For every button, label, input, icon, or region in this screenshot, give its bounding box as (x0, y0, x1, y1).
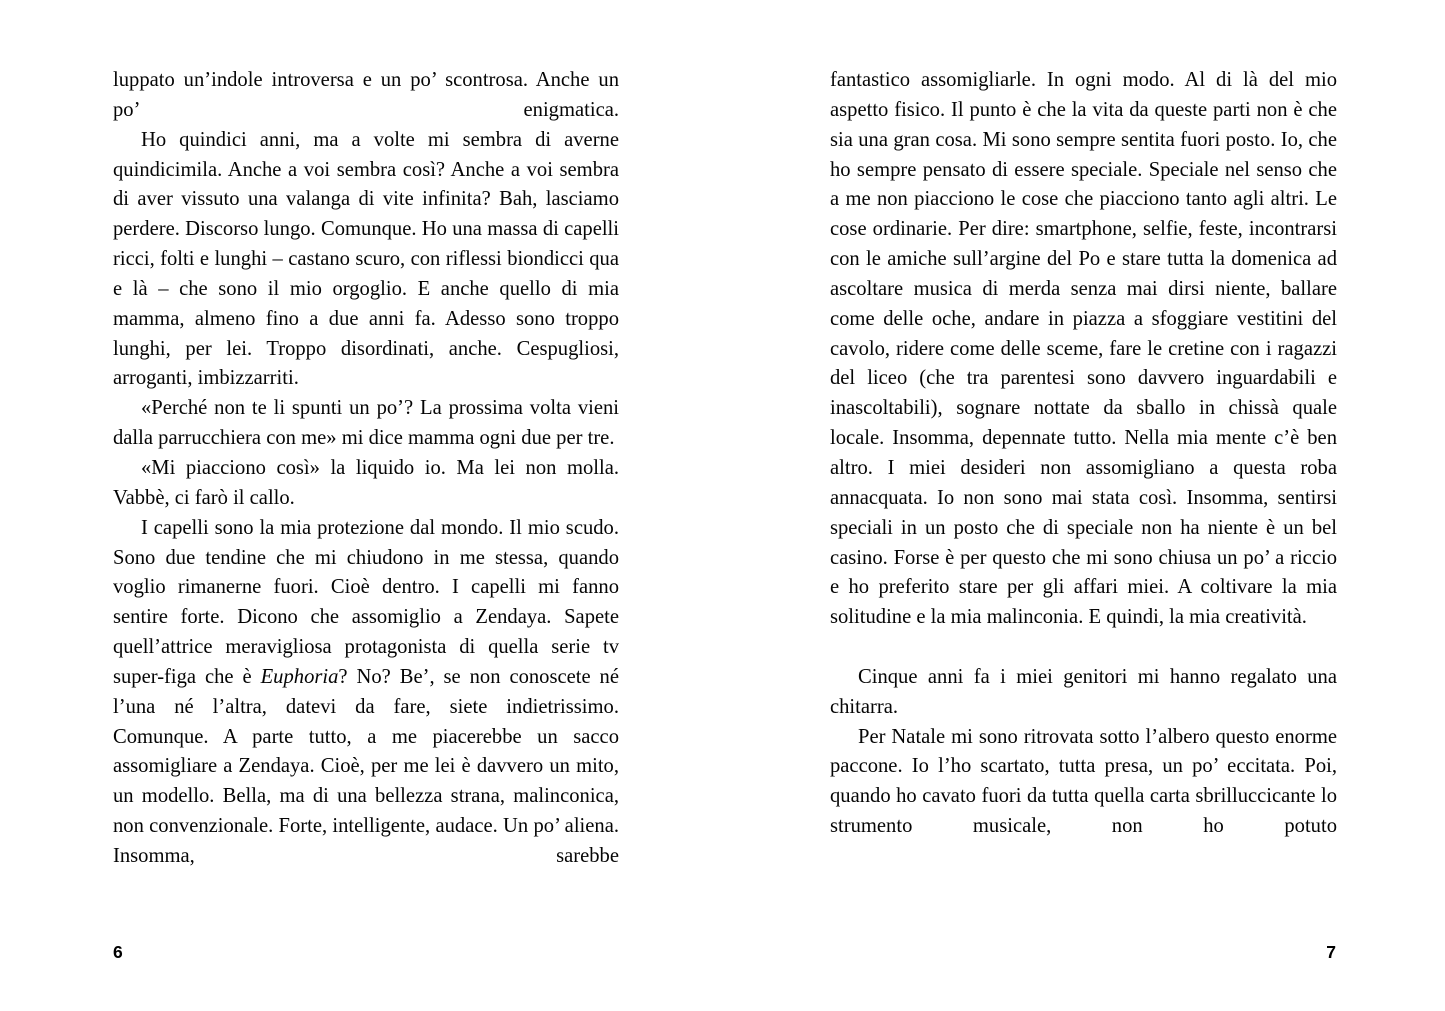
left-page-textblock (113, 66, 619, 872)
paragraph: «Perché non te li spunti un po’? La prossima volta vieni dalla parrucchiera con me» mi dice mamma ogni due per tre. (113, 397, 619, 450)
paragraph-text-segment: ? No? Be’, se non conoscete né l’una né l’altra, datevi da fare, siete indietrissimo. Comunque. A parte tutto, a me piacerebbe un sacco assomigliare a Zendaya. Cioè, per me lei è davvero un mito, un modello. Bella, ma di una bellezza strana, malinconica, non convenzionale. Forte, intelligente, audace. Un po’ aliena. Insomma, sarebbe (113, 665, 619, 867)
paragraph: fantastico assomigliarle. In ogni modo. Al di là del mio aspetto fisico. Il punto è che la vita da queste parti non è che sia una gran cosa. Mi sono sempre sentita fuori posto. Io, che ho sempre pensato di essere speciale. Speciale nel senso che a me non piacciono le cose che piacciono tanto agli altri. Le cose ordinarie. Per dire: smartphone, selfie, feste, incontrarsi con le amiche sull’argine del Po e stare tutta la domenica ad ascoltare musica di merda senza mai dirsi niente, ballare come delle oche, andare in piazza a sfoggiare vestitini del cavolo, ridere come delle sceme, fare le cretine con i ragazzi del liceo (che tra parentesi sono davvero inguardabili e inascoltabili), sognare nottate da sballo in chissà quale locale. Insomma, depennate tutto. Nella mia mente c’è ben altro. I miei desideri non assomigliano a questa roba annacquata. Io non sono mai stata così. Insomma, sentirsi speciali in un posto che di speciale non ha niente è un bel casino. Forse è per questo che mi sono chiusa un po’ a riccio e ho preferito stare per gli affari miei. A coltivare la mia solitudine e la mia malinconia. E quindi, la mia creatività. (830, 69, 1337, 629)
paragraph (113, 514, 619, 872)
section-break (830, 633, 1337, 663)
paragraph: luppato un’indole introversa e un po’ scontrosa. Anche un po’ enigmatica. (113, 69, 619, 121)
right-page (723, 0, 1445, 1011)
paragraph: Cinque anni fa i miei genitori mi hanno regalato una chitarra. (830, 665, 1337, 718)
page-number-left: 6 (113, 942, 123, 962)
paragraph-text-segment: I capelli sono la mia protezione dal mondo. Il mio scudo. Sono due tendine che mi chiudono in me stessa, quando voglio rimanerne fuori. Cioè dentro. I capelli mi fanno sentire forte. Dicono che assomiglio a Zendaya. Sapete quell’attrice meravigliosa protagonista di quella serie tv super-figa che è (113, 516, 619, 688)
paragraph: Per Natale mi sono ritrovata sotto l’albero questo enorme paccone. Io l’ho scartato, tutta presa, un po’ eccitata. Poi, quando ho cavato fuori da tutta quella carta sbrilluccicante lo strumento musicale, non ho potuto (830, 725, 1337, 838)
paragraph: Ho quindici anni, ma a volte mi sembra di averne quindicimila. Anche a voi sembra così? Anche a voi sembra di aver vissuto una valanga di vite infinita? Bah, lasciamo perdere. Discorso lungo. Comunque. Ho una massa di capelli ricci, folti e lunghi – castano scuro, con riflessi biondicci qua e là – che sono il mio orgoglio. E anche quello di mia mamma, almeno fino a due anni fa. Adesso sono troppo lunghi, per lei. Troppo disordinati, anche. Cespugliosi, arroganti, imbizzarriti. (113, 128, 619, 390)
page-number-right: 7 (1326, 942, 1336, 962)
work-title-euphoria: Euphoria (260, 665, 339, 688)
paragraph: «Mi piacciono così» la liquido io. Ma lei non molla. Vabbè, ci farò il callo. (113, 456, 619, 509)
right-page-textblock (830, 66, 1337, 842)
left-page (0, 0, 722, 1011)
